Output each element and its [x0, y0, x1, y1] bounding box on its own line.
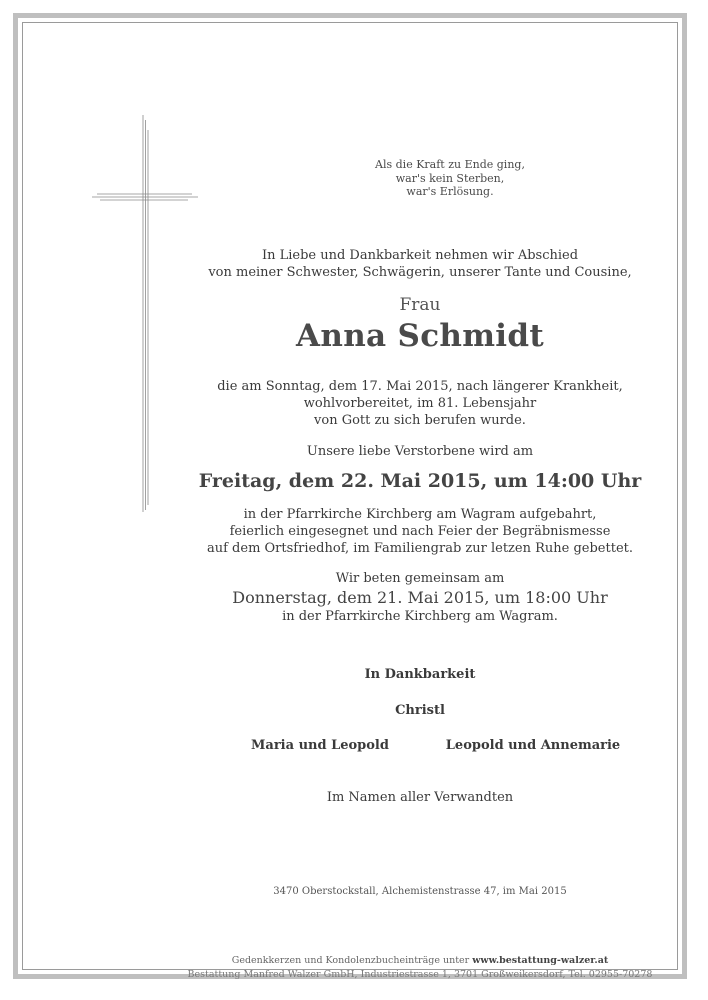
mourner-left-pair: Maria und Leopold — [251, 738, 389, 753]
salutation: Frau — [399, 295, 441, 315]
website-link[interactable]: www.bestattung-walzer.at — [472, 955, 609, 966]
intro-line: In Liebe und Dankbarkeit nehmen wir Abschied — [261, 248, 579, 263]
location-date: 3470 Oberstockstall, Alchemistenstrasse 47, im Mai 2015 — [273, 886, 567, 897]
footer-prefix: Gedenkkerzen und Kondolenzbucheinträge unter — [231, 955, 470, 966]
intro-text — [120, 247, 708, 281]
prayer-intro: Wir beten gemeinsam am — [335, 571, 505, 586]
intro-line: von meiner Schwester, Schwägerin, unserer Tante und Cousine, — [208, 265, 632, 280]
prayer-datetime: Donnerstag, dem 21. Mai 2015, um 18:00 Uhr — [232, 588, 608, 607]
verse-line: war's kein Sterben, — [395, 171, 505, 185]
thanks-heading: In Dankbarkeit — [364, 667, 476, 682]
verse — [300, 158, 600, 199]
details-line: die am Sonntag, dem 17. Mai 2015, nach längerer Krankheit, — [217, 379, 623, 394]
burial-line: auf dem Ortsfriedhof, im Familiengrab zur letzen Ruhe gebettet. — [206, 541, 633, 556]
relatives-line: Im Namen aller Verwandten — [326, 790, 514, 805]
verse-line: Als die Kraft zu Ende ging, — [375, 158, 525, 171]
footer-line-1 — [120, 955, 708, 966]
burial-line: feierlich eingesegnet und nach Feier der Begräbnismesse — [229, 524, 611, 539]
mourner-right-pair: Leopold und Annemarie — [445, 738, 621, 753]
details-line: wohlvorbereitet, im 81. Lebensjahr — [303, 396, 537, 411]
announcement: Unsere liebe Verstorbene wird am — [306, 444, 534, 459]
verse-line: war's Erlösung. — [406, 185, 494, 198]
burial-line: in der Pfarrkirche Kirchberg am Wagram aufgebahrt, — [243, 507, 597, 522]
burial-details — [120, 506, 708, 557]
details-line: von Gott zu sich berufen wurde. — [314, 413, 526, 428]
death-details — [120, 378, 708, 429]
footer-line-2: Bestattung Manfred Walzer GmbH, Industriestrasse 1, 3701 Großweikersdorf, Tel. 02955-70278 — [187, 969, 653, 980]
funeral-datetime: Freitag, dem 22. Mai 2015, um 14:00 Uhr — [198, 470, 642, 492]
deceased-name: Anna Schmidt — [296, 318, 544, 354]
prayer-place: in der Pfarrkirche Kirchberg am Wagram. — [282, 609, 558, 624]
mourner-first: Christl — [395, 703, 445, 718]
